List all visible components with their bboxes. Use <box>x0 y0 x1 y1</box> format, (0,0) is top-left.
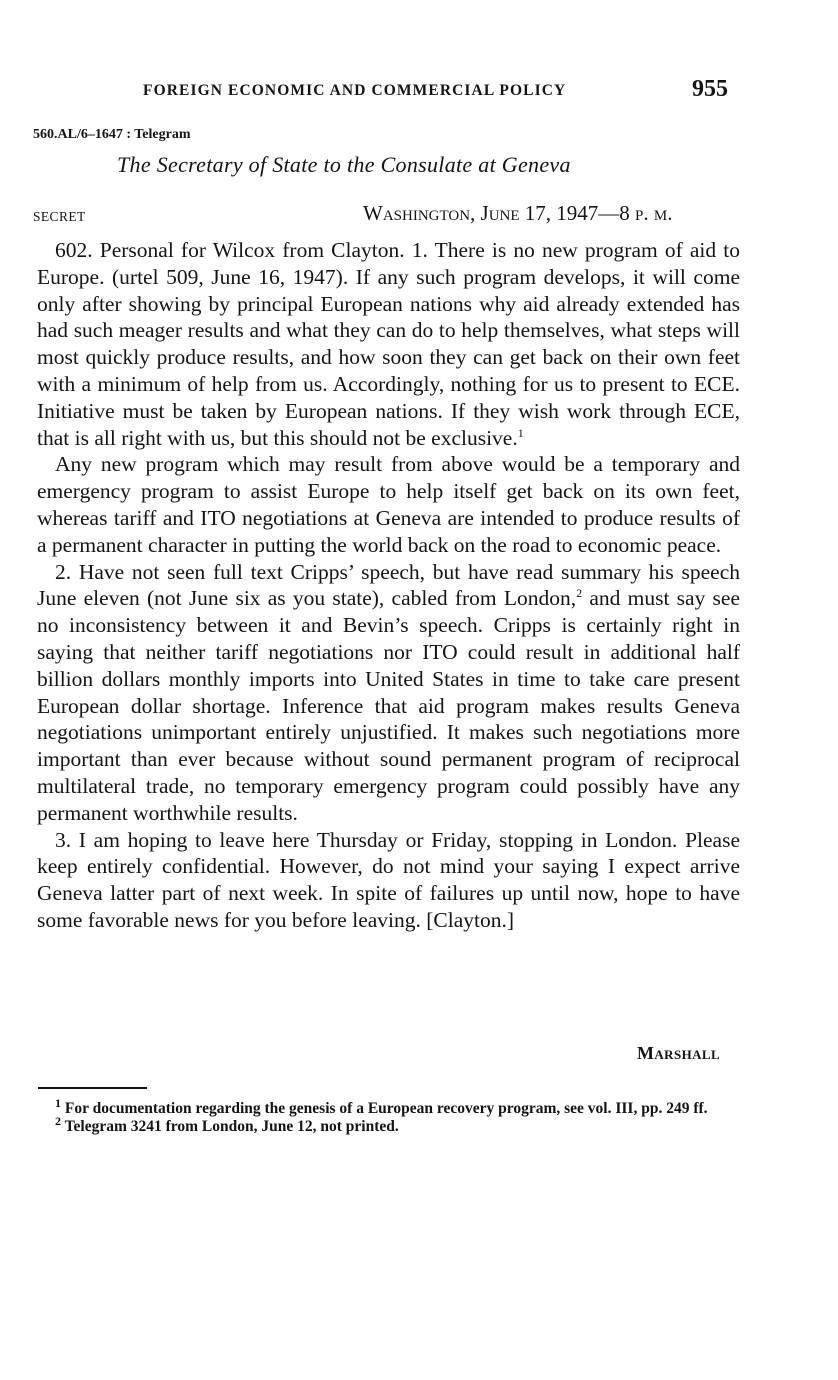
footnotes <box>37 1095 743 1135</box>
paragraph-3 <box>37 559 740 827</box>
paragraph-1-text: 602. Personal for Wilcox from Clayton. 1. There is no new program of aid to Europe. (urtel 509, June 16, 1947). If any such program develops, it will come only after showing by principal European nations why aid already extended has had such meager results and what they can do to help themselves, what steps will most quickly produce results, and how soon they can get back on their own feet with a minimum of help from us. Accordingly, nothing for us to present to ECE. Initiative must be taken by European nations. If they wish work through ECE, that is all right with us, but this should not be exclusive. <box>37 238 740 450</box>
paragraph-3-text-b: and must say see no inconsistency between it and Bevin’s speech. Cripps is certainly right in saying that neither tariff negotiations nor ITO could result in additional half billion dollars monthly imports into United States in time to take care present European dollar shortage. Inference that aid program makes results Geneva negotiations unimportant entirely unjustified. It makes such negotiations more important than ever because without sound permanent program of reciprocal multilateral trade, no temporary emergency program could possibly have any permanent worthwhile results. <box>37 586 741 825</box>
classification-label: SECRET <box>33 209 86 224</box>
paragraph-1 <box>37 237 740 451</box>
footnote-ref-1: 1 <box>517 425 524 440</box>
file-number: 560.AL/6–1647 : Telegram <box>33 127 191 142</box>
paragraph-3-text-a: 2. Have not seen full text Cripps’ speech, but have read summary his speech June eleven (not June six as you state), cabled from London, <box>37 559 740 611</box>
telegram-body <box>37 237 740 934</box>
footnote-2-text: Telegram 3241 from London, June 12, not printed. <box>61 1117 399 1135</box>
footnote-2 <box>37 1113 743 1136</box>
footnote-1-marker: 1 <box>55 1095 61 1110</box>
footnote-1-text: For documentation regarding the genesis of a European recovery program, see vol. III, pp. 249 ff. <box>61 1100 708 1117</box>
footnote-divider <box>38 1087 147 1089</box>
running-head: FOREIGN ECONOMIC AND COMMERCIAL POLICY <box>143 82 567 99</box>
dateline: Washington, June 17, 1947—8 p. m. <box>363 201 673 225</box>
paragraph-4: 3. I am hoping to leave here Thursday or Friday, stopping in London. Please keep entirely confidential. However, do not mind your saying I expect arrive Geneva latter part of next week. In spite of failures up until now, hope to have some favorable news for you before leaving. [Clayton.] <box>37 827 740 932</box>
footnote-1 <box>37 1095 743 1118</box>
page-number: 955 <box>692 76 728 102</box>
signature: Marshall <box>637 1043 721 1063</box>
footnote-ref-2: 2 <box>576 586 583 601</box>
document-title: The Secretary of State to the Consulate at Geneva <box>117 152 571 177</box>
footnote-2-marker: 2 <box>55 1113 61 1128</box>
paragraph-2: Any new program which may result from above would be a temporary and emergency program to assist Europe to help itself get back on its own feet, whereas tariff and ITO negotiations at Geneva are intended to produce results of a permanent character in putting the world back on the road to economic peace. <box>37 452 740 557</box>
